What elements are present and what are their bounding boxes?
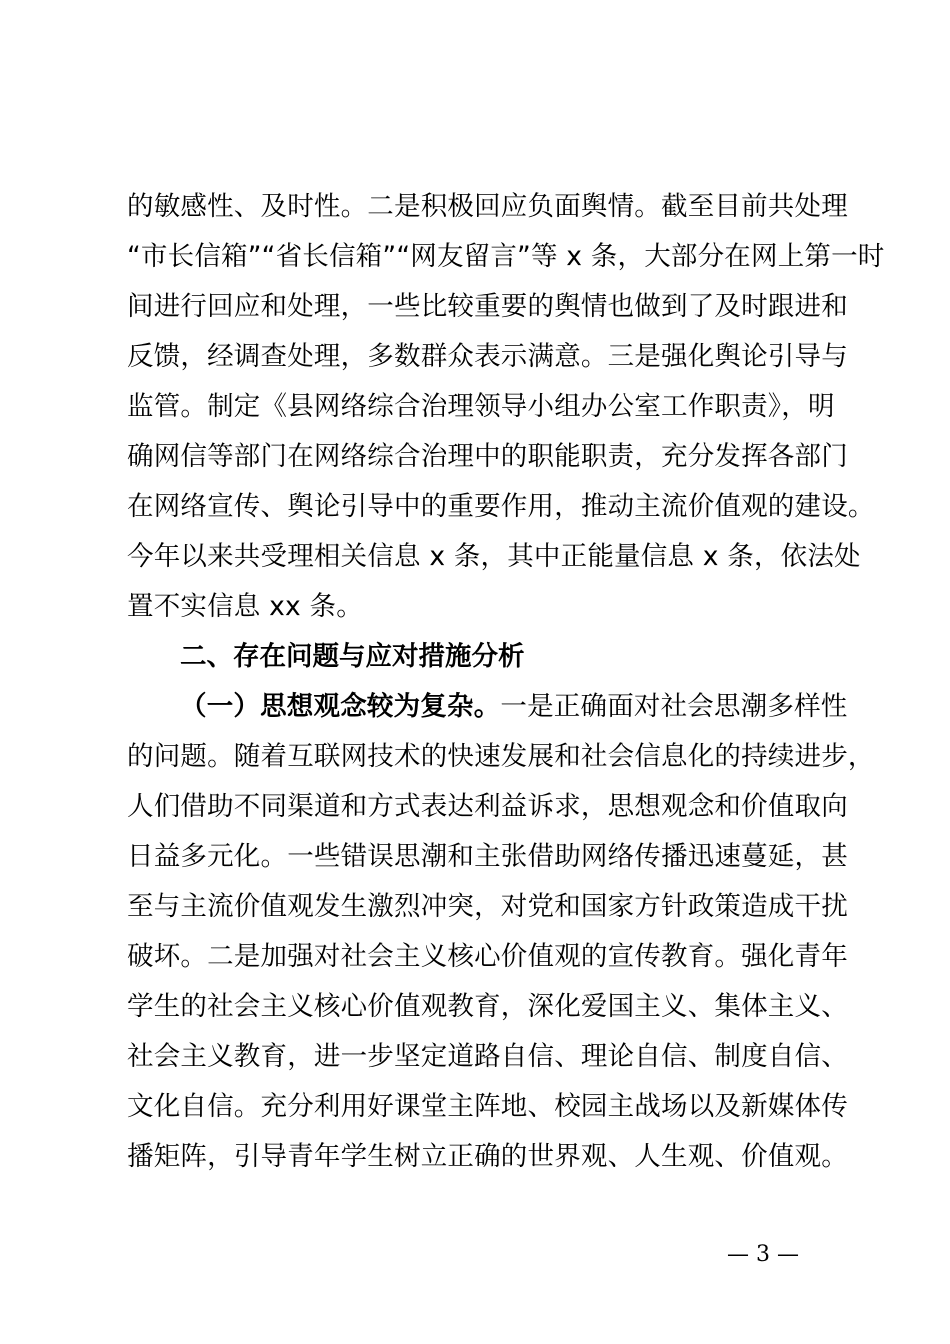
section-heading: 二、存在问题与应对措施分析 — [180, 641, 525, 672]
text-line: 学生的社会主义核心价值观教育，深化爱国主义、集体主义、 — [127, 991, 848, 1022]
paragraph-2 — [127, 682, 875, 1182]
subsection-title: （一）思想观念较为复杂。 — [180, 691, 501, 722]
text-line: 播矩阵，引导青年学生树立正确的世界观、人生观、价值观。 — [127, 1141, 848, 1172]
page-number: — 3 — — [727, 1242, 799, 1267]
text-line: 破坏。二是加强对社会主义核心价值观的宣传教育。强化青年 — [127, 941, 848, 972]
text-line-first — [127, 682, 855, 732]
paragraph-1 — [127, 182, 885, 632]
text-line: 在网络宣传、舆论引导中的重要作用，推动主流价值观的建设。 — [127, 491, 875, 522]
text-line: 日益多元化。一些错误思潮和主张借助网络传播迅速蔓延，甚 — [127, 841, 848, 872]
text-line: 今年以来共受理相关信息 x 条，其中正能量信息 x 条，依法处 — [127, 541, 861, 572]
text-line: 文化自信。充分利用好课堂主阵地、校园主战场以及新媒体传 — [127, 1091, 848, 1122]
text-line: 确网信等部门在网络综合治理中的职能职责，充分发挥各部门 — [127, 441, 848, 472]
document-body — [127, 182, 885, 1182]
text-line: 的敏感性、及时性。二是积极回应负面舆情。截至目前共处理 — [127, 191, 848, 222]
text-line: 监管。制定《县网络综合治理领导小组办公室工作职责》，明 — [127, 391, 835, 422]
text-line: 人们借助不同渠道和方式表达利益诉求，思想观念和价值取向 — [127, 791, 848, 822]
text-run: 一是正确面对社会思潮多样性 — [500, 691, 848, 722]
text-line: 至与主流价值观发生激烈冲突，对党和国家方针政策造成干扰 — [127, 891, 848, 922]
text-line: 间进行回应和处理，一些比较重要的舆情也做到了及时跟进和 — [127, 291, 848, 322]
text-line: 置不实信息 xx 条。 — [127, 591, 363, 622]
text-line: 反馈，经调查处理，多数群众表示满意。三是强化舆论引导与 — [127, 341, 848, 372]
text-line: “市长信箱”“省长信箱”“网友留言”等 x 条，大部分在网上第一时 — [127, 241, 885, 272]
text-line: 的问题。随着互联网技术的快速发展和社会信息化的持续进步， — [127, 741, 875, 772]
text-line: 社会主义教育，进一步坚定道路自信、理论自信、制度自信、 — [127, 1041, 848, 1072]
